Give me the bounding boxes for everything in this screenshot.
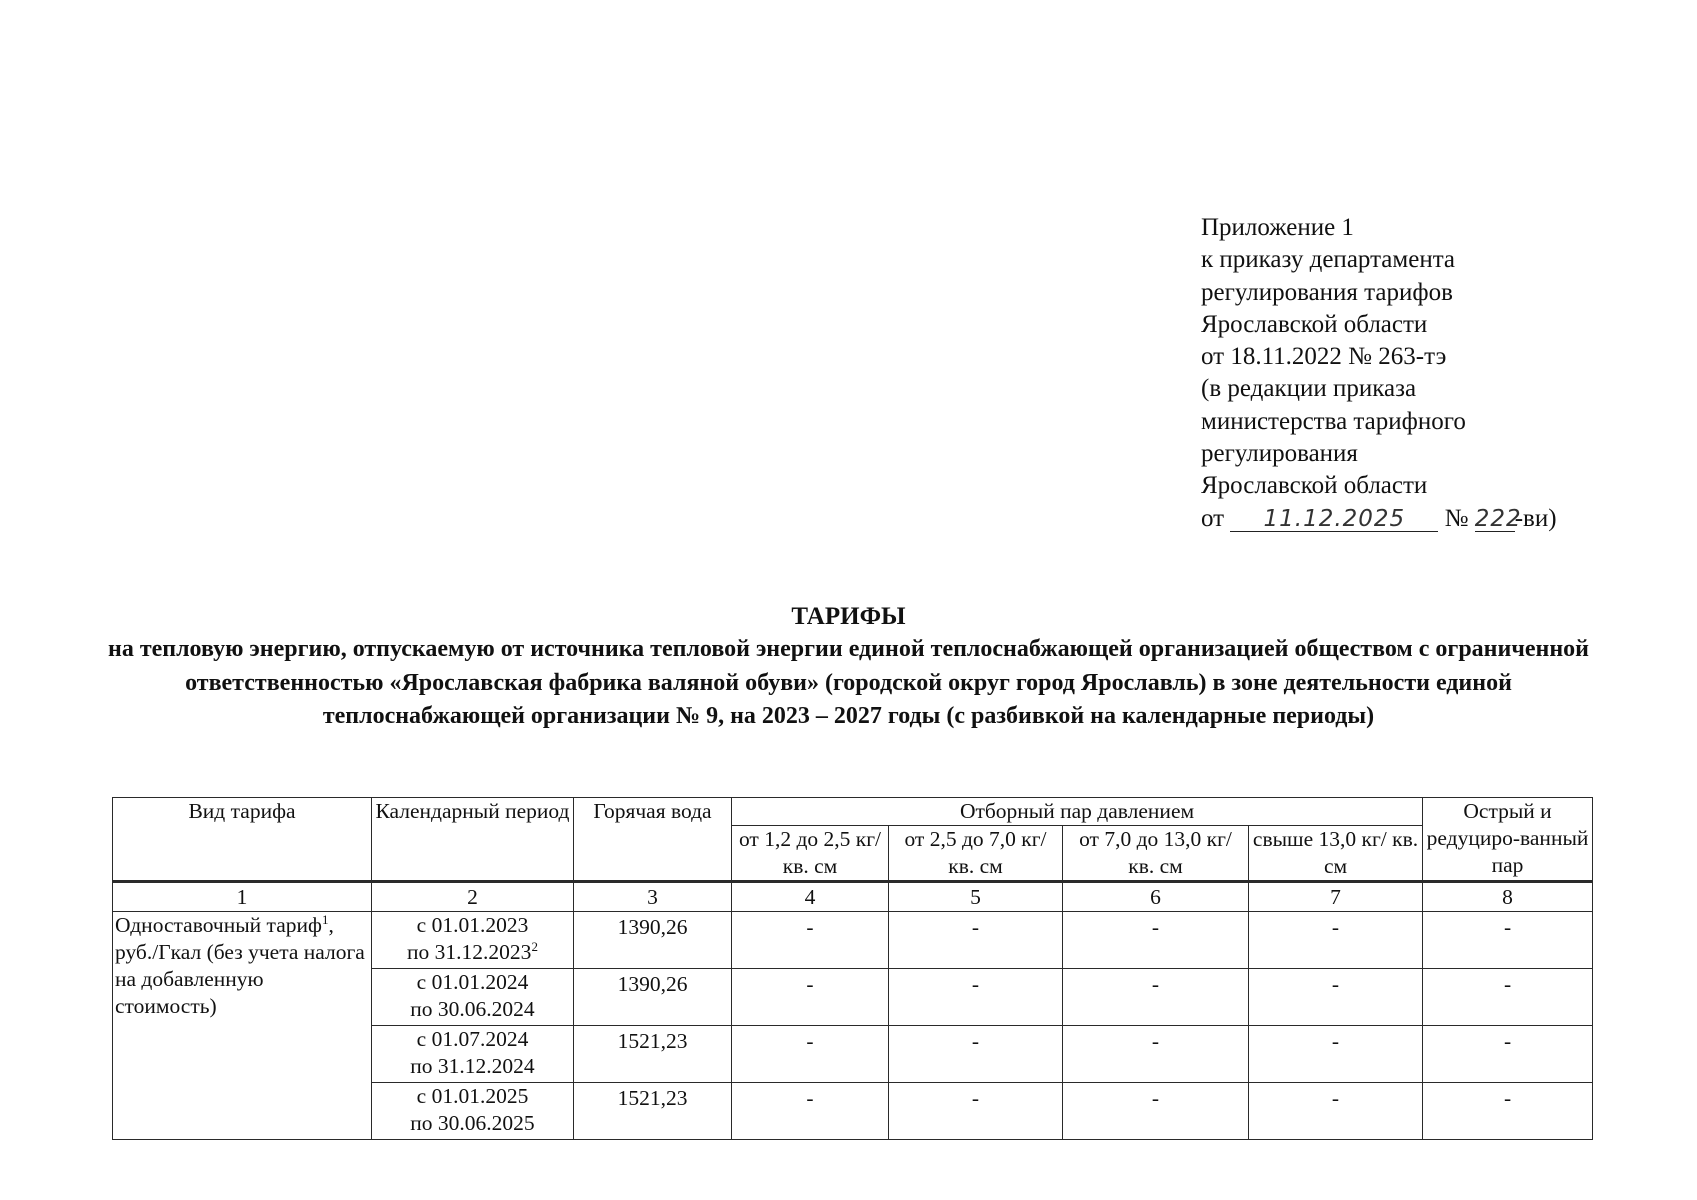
value-cell: -: [1249, 1083, 1423, 1140]
header-steam-group: Отборный пар давлением: [732, 798, 1423, 826]
value-cell: -: [1423, 912, 1593, 969]
header-steam-2: от 2,5 до 7,0 кг/ кв. см: [889, 826, 1063, 882]
column-number: 8: [1423, 882, 1593, 912]
value-cell: -: [1249, 969, 1423, 1026]
appendix-amendment-line: [1201, 503, 1661, 535]
column-number: 1: [113, 882, 372, 912]
period-to: по 31.12.2023: [407, 940, 532, 964]
period-cell: [372, 969, 574, 1026]
appendix-line: от 18.11.2022 № 263-тэ: [1201, 343, 1447, 371]
handwritten-number: 222: [1474, 505, 1522, 532]
value-cell: -: [732, 969, 889, 1026]
header-steam-4: свыше 13,0 кг/ кв. см: [1249, 826, 1423, 882]
column-number-row: [113, 882, 1593, 912]
header-steam-3: от 7,0 до 13,0 кг/ кв. см: [1063, 826, 1249, 882]
value-cell: -: [889, 912, 1063, 969]
header-tariff-type: Вид тарифа: [113, 798, 372, 882]
value-cell: -: [1249, 912, 1423, 969]
column-number: 2: [372, 882, 574, 912]
number-sign: №: [1444, 504, 1469, 532]
value-cell: -: [1423, 1026, 1593, 1083]
hot-water-cell: 1390,26: [574, 969, 732, 1026]
hot-water-cell: 1521,23: [574, 1026, 732, 1083]
row-label-cell: [113, 912, 372, 1140]
hot-water-cell: 1521,23: [574, 1083, 732, 1140]
document-title: ТАРИФЫ: [791, 603, 906, 630]
footnote-mark: 2: [531, 938, 538, 954]
appendix-line: Приложение 1: [1201, 214, 1354, 241]
appendix-line: Ярославской области: [1201, 310, 1428, 338]
period-cell: [372, 1026, 574, 1083]
header-sharp-steam: Острый и редуциро-ванный пар: [1423, 798, 1593, 882]
column-number: 5: [889, 882, 1063, 912]
value-cell: -: [1063, 1083, 1249, 1140]
column-number: 3: [574, 882, 732, 912]
table-header-row: [113, 798, 1593, 826]
period-from: с 01.01.2025: [416, 1084, 529, 1108]
amendment-suffix: -ви): [1514, 504, 1557, 532]
appendix-line: регулирования тарифов: [1201, 278, 1453, 306]
footnote-mark: 1: [321, 911, 329, 927]
table-row: [113, 912, 1593, 969]
row-label-rest: , руб./Гкал (без учета налога на добавленную стоимость): [115, 913, 365, 1018]
header-steam-1: от 1,2 до 2,5 кг/ кв. см: [732, 826, 889, 882]
amendment-prefix: от: [1201, 504, 1225, 532]
document-title-block: [100, 600, 1597, 733]
value-cell: -: [889, 1026, 1063, 1083]
period-from: с 01.01.2024: [416, 970, 529, 994]
period-to: по 30.06.2025: [410, 1111, 535, 1135]
value-cell: -: [889, 1083, 1063, 1140]
tariff-table: [112, 797, 1593, 1140]
period-to: по 30.06.2024: [410, 997, 535, 1021]
value-cell: -: [1063, 912, 1249, 969]
value-cell: -: [732, 1083, 889, 1140]
period-to: по 31.12.2024: [410, 1054, 535, 1078]
period-cell: [372, 1083, 574, 1140]
column-number: 4: [732, 882, 889, 912]
appendix-line: к приказу департамента: [1201, 246, 1456, 274]
handwritten-date: 11.12.2025: [1230, 507, 1438, 532]
period-from: с 01.01.2023: [416, 913, 529, 937]
period-from: с 01.07.2024: [416, 1027, 529, 1051]
value-cell: -: [732, 1026, 889, 1083]
appendix-line: регулирования: [1201, 440, 1358, 468]
header-hot-water: Горячая вода: [574, 798, 732, 882]
appendix-line: (в редакции приказа: [1201, 375, 1417, 403]
period-cell: [372, 912, 574, 969]
value-cell: -: [1423, 1083, 1593, 1140]
value-cell: -: [889, 969, 1063, 1026]
column-number: 6: [1063, 882, 1249, 912]
period-to-line: [375, 939, 570, 966]
document-subtitle: на тепловую энергию, отпускаемую от источника тепловой энергии единой теплоснабжающей организацией обществом с ограниченной ответственностью «Ярославская фабрика валяной обуви» (городской округ город Ярославль) в зоне деятельности единой теплоснабжающей организации № 9, на 2023 – 2027 годы (с разбивкой на календарные периоды): [107, 636, 1589, 729]
value-cell: -: [1423, 969, 1593, 1026]
appendix-block: [1201, 212, 1661, 535]
value-cell: -: [732, 912, 889, 969]
value-cell: -: [1249, 1026, 1423, 1083]
value-cell: -: [1063, 969, 1249, 1026]
appendix-line: министерства тарифного: [1201, 407, 1466, 435]
row-label: Одноставочный тариф: [115, 913, 322, 937]
appendix-line: Ярославской области: [1201, 472, 1428, 500]
hot-water-cell: 1390,26: [574, 912, 732, 969]
header-period: Календарный период: [372, 798, 574, 882]
value-cell: -: [1063, 1026, 1249, 1083]
column-number: 7: [1249, 882, 1423, 912]
